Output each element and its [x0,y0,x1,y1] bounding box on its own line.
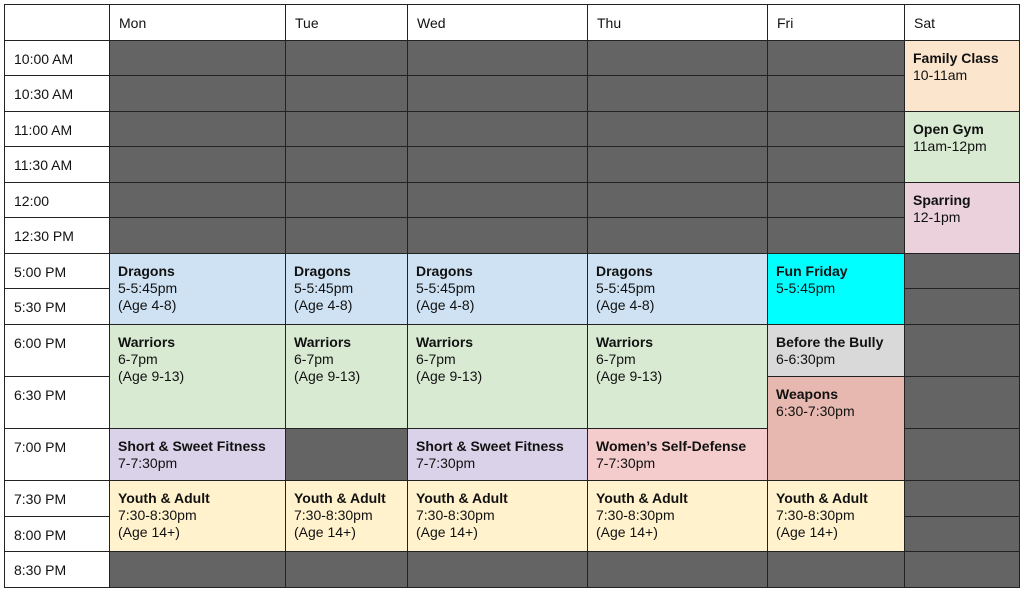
event-title: Dragons [416,263,473,279]
day-header-sat: Sat [905,5,1020,41]
time-label: 5:30 PM [5,289,110,325]
event-time: 6-7pm [596,351,636,367]
time-row [5,41,1020,76]
blocked-cell [286,218,408,254]
event-warriors-tue[interactable] [286,325,408,429]
event-time: 6-7pm [416,351,456,367]
class-schedule-table [4,4,1020,588]
event-time: 5-5:45pm [294,280,354,296]
time-row [5,218,1020,254]
blocked-cell [588,218,768,254]
event-time: 5-5:45pm [118,280,178,296]
time-row [5,254,1020,289]
event-title: Youth & Adult [118,490,210,506]
time-label: 5:00 PM [5,254,110,289]
time-label: 11:30 AM [5,147,110,183]
time-label: 11:00 AM [5,112,110,147]
blocked-cell [905,429,1020,481]
blocked-cell [110,147,286,183]
blocked-cell [588,147,768,183]
event-title: Youth & Adult [416,490,508,506]
blocked-cell [408,76,588,112]
event-age: (Age 14+) [776,524,838,540]
blocked-cell [408,218,588,254]
event-time: 7:30-8:30pm [416,507,495,523]
day-header-tue: Tue [286,5,408,41]
day-header-fri: Fri [768,5,905,41]
event-dragons-tue[interactable] [286,254,408,325]
day-header-mon: Mon [110,5,286,41]
day-header-wed: Wed [408,5,588,41]
event-youth-adult-thu[interactable] [588,481,768,552]
blocked-cell [588,183,768,218]
blocked-cell [768,41,905,76]
blocked-cell [408,552,588,588]
event-warriors-wed[interactable] [408,325,588,429]
blocked-cell [588,41,768,76]
event-time: 7:30-8:30pm [118,507,197,523]
time-row [5,481,1020,517]
blocked-cell [588,76,768,112]
event-title: Short & Sweet Fitness [416,438,564,454]
event-before-the-bully-fri[interactable] [768,325,905,377]
time-label: 10:00 AM [5,41,110,76]
blocked-cell [588,112,768,147]
time-label: 6:00 PM [5,325,110,377]
event-self-defense-thu[interactable] [588,429,768,481]
blocked-cell [408,112,588,147]
event-youth-adult-tue[interactable] [286,481,408,552]
event-time: 6:30-7:30pm [776,403,855,419]
blocked-cell [408,41,588,76]
event-time: 11am-12pm [913,138,987,154]
blocked-cell [286,147,408,183]
event-time: 6-6:30pm [776,351,836,367]
event-warriors-mon[interactable] [110,325,286,429]
event-time: 7:30-8:30pm [776,507,855,523]
event-time: 7:30-8:30pm [596,507,675,523]
time-row [5,183,1020,218]
blocked-cell [905,289,1020,325]
blocked-cell [110,112,286,147]
event-time: 6-7pm [118,351,158,367]
event-title: Dragons [118,263,175,279]
event-title: Women’s Self-Defense [596,438,747,454]
event-time: 5-5:45pm [416,280,476,296]
event-age: (Age 4-8) [118,297,177,313]
event-youth-adult-wed[interactable] [408,481,588,552]
time-row [5,76,1020,112]
day-header-thu: Thu [588,5,768,41]
event-age: (Age 14+) [596,524,658,540]
event-title: Warriors [294,334,352,350]
event-youth-adult-fri[interactable] [768,481,905,552]
event-time: 7:30-8:30pm [294,507,373,523]
event-dragons-thu[interactable] [588,254,768,325]
blocked-cell [286,76,408,112]
event-title: Open Gym [913,121,984,137]
event-age: (Age 9-13) [294,368,361,384]
blocked-cell [286,183,408,218]
event-title: Dragons [596,263,653,279]
time-label: 10:30 AM [5,76,110,112]
blocked-cell [905,517,1020,552]
blocked-cell [768,183,905,218]
time-row [5,112,1020,147]
blocked-cell [110,41,286,76]
blocked-cell [905,325,1020,377]
event-time: 7-7:30pm [596,455,656,471]
time-label: 12:00 [5,183,110,218]
event-title: Fun Friday [776,263,848,279]
event-open-gym-sat[interactable] [905,112,1020,183]
blocked-cell [110,552,286,588]
blocked-cell [110,183,286,218]
time-label: 6:30 PM [5,377,110,429]
event-dragons-mon[interactable] [110,254,286,325]
event-fitness-mon[interactable] [110,429,286,481]
event-title: Warriors [118,334,176,350]
blocked-cell [768,112,905,147]
blocked-cell [905,552,1020,588]
event-title: Warriors [416,334,474,350]
event-title: Youth & Adult [294,490,386,506]
event-weapons-fri[interactable] [768,377,905,481]
event-time: 5-5:45pm [776,280,836,296]
event-age: (Age 4-8) [596,297,655,313]
time-row [5,147,1020,183]
blocked-cell [588,552,768,588]
event-age: (Age 9-13) [416,368,483,384]
header-row [5,5,1020,41]
time-label: 7:00 PM [5,429,110,481]
event-time: 7-7:30pm [416,455,476,471]
blocked-cell [905,254,1020,289]
time-label: 7:30 PM [5,481,110,517]
event-title: Sparring [913,192,971,208]
blocked-cell [768,552,905,588]
blocked-cell [768,76,905,112]
event-time: 7-7:30pm [118,455,178,471]
blocked-cell [408,147,588,183]
event-title: Weapons [776,386,838,402]
event-age: (Age 9-13) [596,368,663,384]
event-youth-adult-mon[interactable] [110,481,286,552]
event-title: Short & Sweet Fitness [118,438,266,454]
blocked-cell [110,218,286,254]
blocked-cell [110,76,286,112]
event-age: (Age 4-8) [416,297,475,313]
blocked-cell [408,183,588,218]
time-label: 8:30 PM [5,552,110,588]
event-time: 6-7pm [294,351,334,367]
blocked-cell [286,552,408,588]
event-age: (Age 14+) [416,524,478,540]
event-title: Youth & Adult [596,490,688,506]
event-title: Family Class [913,50,999,66]
blocked-cell [768,147,905,183]
event-title: Before the Bully [776,334,884,350]
blocked-cell [768,218,905,254]
event-fun-friday-fri[interactable] [768,254,905,325]
event-title: Warriors [596,334,654,350]
event-family-class-sat[interactable] [905,41,1020,112]
event-age: (Age 14+) [294,524,356,540]
event-dragons-wed[interactable] [408,254,588,325]
blocked-cell [905,377,1020,429]
time-label: 12:30 PM [5,218,110,254]
blocked-cell [905,481,1020,517]
event-age: (Age 9-13) [118,368,185,384]
blocked-cell [286,429,408,481]
event-time: 5-5:45pm [596,280,656,296]
event-title: Youth & Adult [776,490,868,506]
event-title: Dragons [294,263,351,279]
blocked-cell [286,112,408,147]
blocked-cell [286,41,408,76]
corner-cell [5,5,110,41]
event-time: 12-1pm [913,209,961,225]
event-age: (Age 14+) [118,524,180,540]
time-row [5,325,1020,377]
event-fitness-wed[interactable] [408,429,588,481]
event-sparring-sat[interactable] [905,183,1020,254]
time-label: 8:00 PM [5,517,110,552]
event-warriors-thu[interactable] [588,325,768,429]
event-time: 10-11am [913,67,968,83]
time-row [5,552,1020,588]
event-age: (Age 4-8) [294,297,353,313]
